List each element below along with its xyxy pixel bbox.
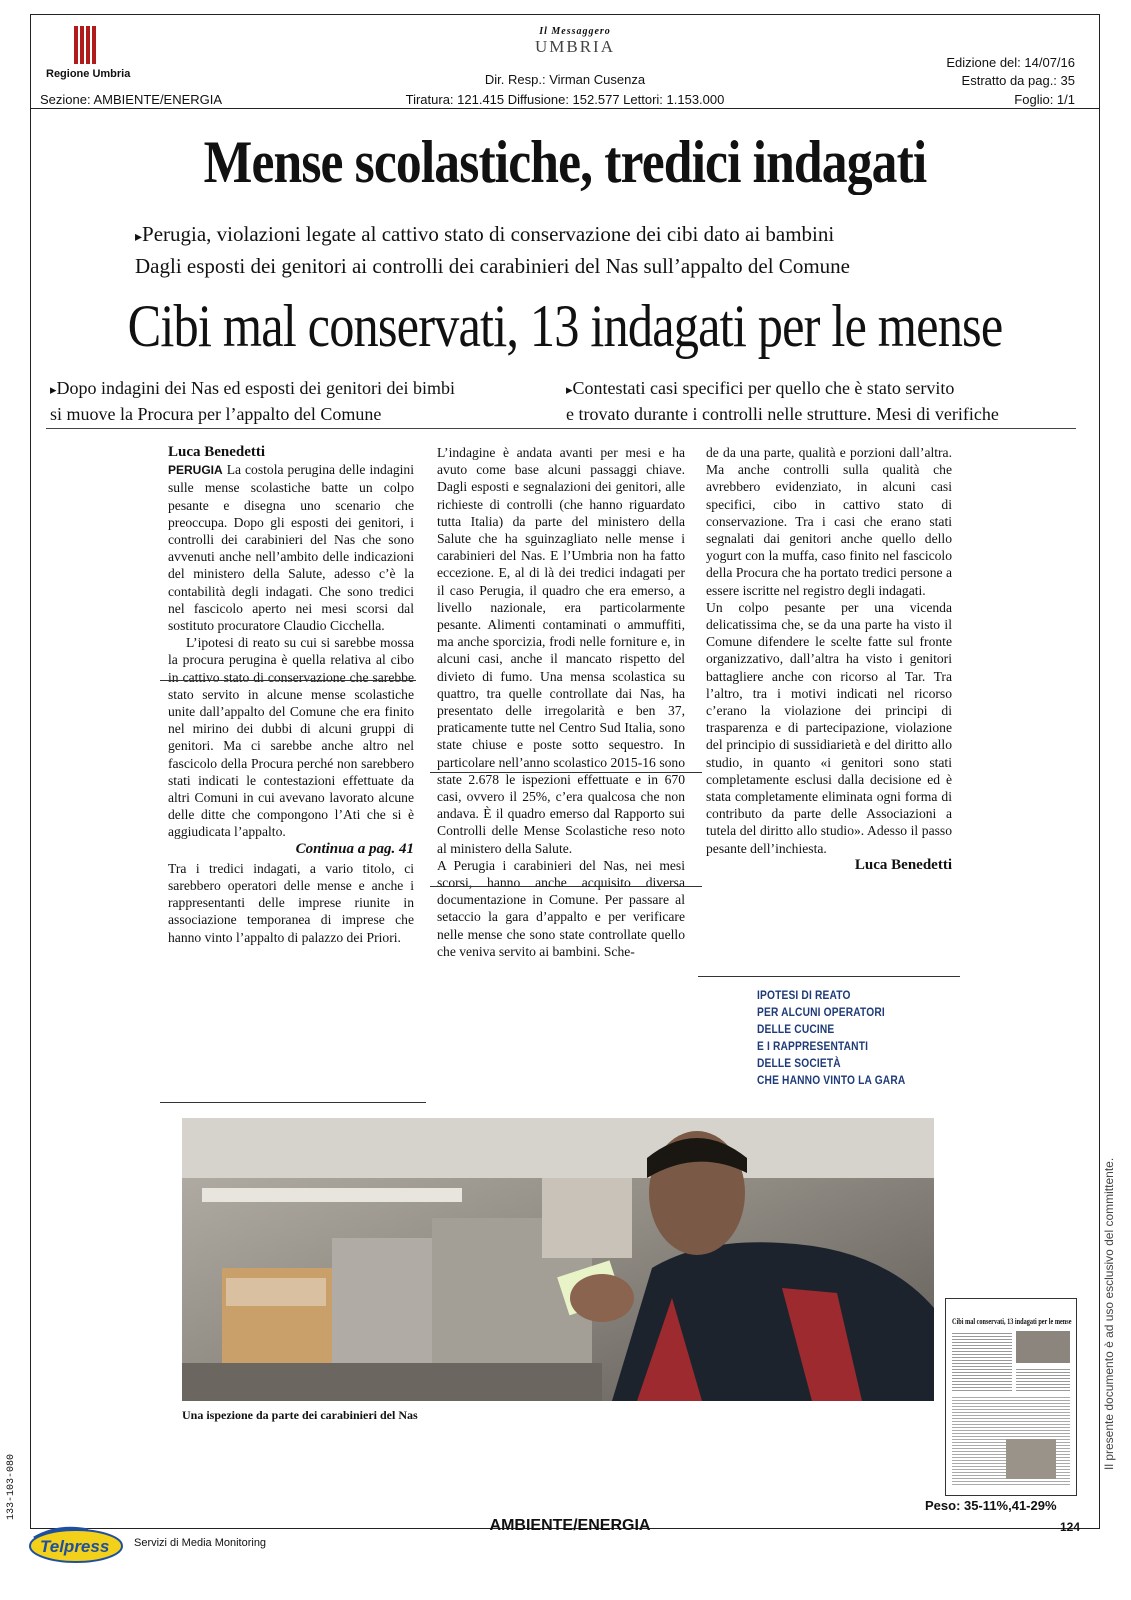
newspaper-masthead [520,26,630,57]
thumbnail-photo [1016,1331,1070,1363]
service-label: Servizi di Media Monitoring [134,1537,267,1549]
thumbnail-text-block [952,1331,1012,1391]
column-1-paragraph-3: Tra i tredici indagati, a vario titolo, ci sarebbero operatori delle mense e anche i rappresentanti delle imprese riunite in associazione temporanea di imprese che hanno vinto l’appalto di palazzo dei Priori. [168,860,414,945]
column-1-paragraph-1: La costola perugina delle indagini sulle mense scolastiche batte un colpo pesante e disegna uno scenario che preoccupa. Dopo gli esposti dei genitori, i controlli dei carabinieri del Nas che sono avvenuti anche nell’ambito delle indicazioni del ministero della Salute, adesso c’è la contabilità degli indagati. Che sono tredici nel fascicolo aperto nei mesi scorsi dal sostituto procuratore Claudio Cicchella. [168,462,415,634]
subheadline-right-line-2: e trovato durante i controlli nelle strutture. Mesi di verifiche [566,404,999,424]
subheadline-left-line-1: Dopo indagini dei Nas ed esposti dei genitori dei bimbi [56,378,455,398]
edition-date: Edizione del: 14/07/16 [946,55,1075,70]
column-2-paragraph-2: A Perugia i carabinieri del Nas, nei mesi scorsi, hanno anche acquisito diversa documentazione in Comune. Per passare al setaccio la gara d’appalto e per verificare nelle mense che sono state controllate quello che veniva servito ai bambini. Sche- [437,857,685,959]
triangle-bullet-icon: ▸ [50,382,57,397]
column-2-rule [430,772,702,773]
column-3-paragraph-2: Un colpo pesante per una vicenda delicatissima che, se da una parte ha visto il Comune difendere le scelte fatte sul fronte organizzativo, dall’altra ha visto i genitori battagliere anche con ricorso al Tar. Tra l’altro, tra i motivi indicati nel ricorso c’erano la violazione dei principi di trasparenza e di partecipazione, violazione del principio di sussidiarietà e del diritto allo studio, in quanto «i genitori sono stati completamente esclusi dalla decisione ed è stata completamente eliminata ogni forma di contributo da parte delle Associazioni a tutela del diritto allo studio». Adesso il passo pesante dell’inchiesta. [706,599,952,856]
callout-line: E I RAPPRESENTANTI [757,1039,869,1053]
section-label: Sezione: AMBIENTE/ENERGIA [40,92,223,107]
callout-line: CHE HANNO VINTO LA GARA [757,1073,906,1087]
subheadline-1-line-1: Perugia, violazioni legate al cattivo stato di conservazione dei cibi dato ai bambini [142,222,835,246]
continue-reference: Continua a pag. 41 [295,840,414,857]
thumbnail-text-block [1016,1367,1070,1391]
byline: Luca Benedetti [168,444,266,460]
article-column-3 [706,444,952,874]
masthead-subtitle: UMBRIA [534,37,615,56]
column-2-paragraph-1: L’indagine è andata avanti per mesi e ha avuto come base alcuni passaggi chiave. Dagli esposti e segnalazioni dei genitori, alle richieste di controlli (che hanno riguardato tutta Italia) da parte del ministero della Salute che ha sguinzagliato nelle mense i carabinieri del Nas. E l’Umbria non ha fatto eccezione. E, al di là dei tredici indagati per il caso Perugia, il quadro che era emerso, a livello nazionale, era particolarmente pesante. Alimenti contaminati o ammuffiti, ma anche sporcizia, frodi nelle forniture e, in alcuni casi, anche il mancato rispetto del divieto di fumo. Una mensa scolastica su quattro, tra quelle controllate dai Nas, ha presentato delle irregolarità e ben 37, praticamente tutte nel Centro Sud Italia, sono state chiuse e poste sotto sequestro. In particolare nell’anno scolastico 2015-16 sono state 2.678 le ispezioni effettuate e in 670 casi, ovvero il 25%, c’era qualcosa che non andava. È il quadro emerso dal Rapporto sui Controlli delle Mense Scolastiche reso noto al ministero della Salute. [437,445,685,856]
thumbnail-photo [1006,1439,1056,1479]
thumbnail-headline: Cibi mal conservati, 13 indagati per le mense [952,1317,1072,1326]
headline-secondary: Cibi mal conservati, 13 indagati per le mense [127,293,1003,359]
subheadline-1-line-2: Dagli esposti dei genitori ai controlli dei carabinieri del Nas sull’appalto del Comune [135,254,850,278]
article-column-2 [437,444,685,960]
sheet-number: Foglio: 1/1 [1014,92,1075,107]
circulation-line: Tiratura: 121.415 Diffusione: 152.577 Lettori: 1.153.000 [405,92,725,107]
masthead-title: Il Messaggero [539,26,611,37]
region-umbria-logo [74,26,100,66]
telpress-logo [28,1524,124,1564]
callout-line: IPOTESI DI REATO [757,988,851,1002]
article-photo [182,1118,934,1401]
telpress-logo-text: Telpress [40,1537,110,1556]
signature: Luca Benedetti [854,856,952,873]
photo-illustration [182,1118,934,1401]
document-code: 133-103-080 [6,1453,17,1520]
photo-caption: Una ispezione da parte dei carabinieri del Nas [182,1408,418,1422]
callout-line: DELLE CUCINE [757,1022,835,1036]
column-1-paragraph-2: L’ipotesi di reato su cui si sarebbe mossa la procura perugina è quella relativa al cibo in cattivo stato di conservazione che sarebbe stato servito in alcune mense scolastiche unite dall’appalto del Comune che era finito nel mirino dei dubbi di alcuni gruppi di genitori. Ma ci sarebbe anche altro nel fascicolo della Procura perché non sarebbero stati indicati le contestazioni effettuate da altri Comuni in cui avevano lavorato alcune delle ditte che compongono l’Ati che si è aggiudicata l’appalto. [168,635,414,840]
column-3-paragraph-1: de da una parte, qualità e porzioni dall’altra. Ma anche controlli sulla qualità che avrebbero evidenziato, in alcuni casi specifici, cibo in cattivo stato di conservazione. Tra i casi che erano stati segnalati dai genitori anche quello dello yogurt con la muffa, caso finito nel fascicolo della Procura che ha portato tredici persone a essere iscritte nel registro degli indagati. [706,445,952,598]
callout-line: DELLE SOCIETÀ [757,1056,841,1070]
page-number: 124 [1060,1520,1081,1534]
column-2-rule-2 [430,886,702,887]
triangle-bullet-icon: ▸ [135,230,143,245]
callout-box [757,987,905,1089]
headline-main: Mense scolastiche, tredici indagati [203,129,927,195]
triangle-bullet-icon: ▸ [566,382,573,397]
page-thumbnail [945,1298,1077,1496]
footer-section: AMBIENTE/ENERGIA [489,1517,651,1534]
extract-page: Estratto da pag.: 35 [961,73,1075,88]
subheadline-left-line-2: si muove la Procura per l’appalto del Comune [50,404,382,424]
subheadline-left [50,376,455,426]
subheadline-right-line-1: Contestati casi specifici per quello che è stato servito [572,378,955,398]
callout-line: PER ALCUNI OPERATORI [757,1005,885,1019]
subheadline-right [566,376,999,426]
header-rule [30,108,1100,109]
column-3-rule [698,976,960,977]
subheadline-1 [135,220,850,280]
disclaimer-vertical: Il presente documento è ad uso esclusivo del committente. [1102,1157,1116,1470]
weight-label: Peso: 35-11%,41-29% [925,1498,1057,1513]
region-name: Regione Umbria [46,68,131,80]
dateline: PERUGIA [168,463,223,478]
column-1-rule [160,680,416,681]
article-column-1 [168,444,414,946]
subheadline-rule [46,428,1076,429]
director-line: Dir. Resp.: Virman Cusenza [484,72,646,87]
column-1-bottom-rule [160,1102,426,1103]
